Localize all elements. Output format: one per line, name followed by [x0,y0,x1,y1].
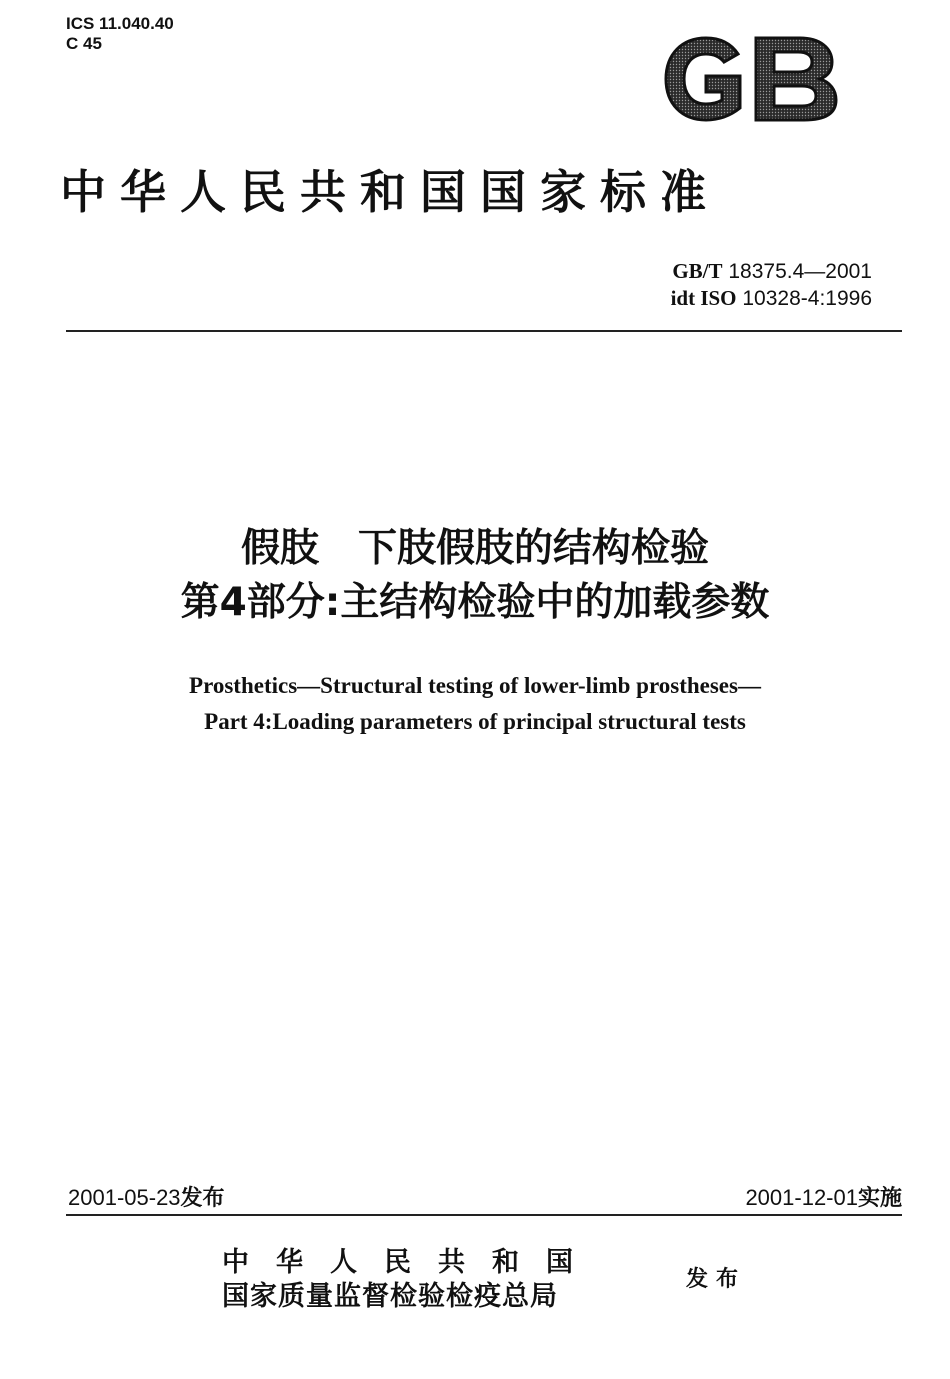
classification-codes [66,14,174,54]
national-standard-title: 中华人民共和国国家标准 [60,165,720,219]
iso-equivalent-number [671,285,872,312]
idt-label: idt ISO [670,286,737,310]
english-title-line2: Part 4:Loading parameters of principal structural tests [204,709,746,734]
publisher-line1: 中华人民共和国 [222,1247,600,1278]
implementation-date: 2001-12-01 [745,1185,858,1210]
issue-date: 2001-05-23 [68,1185,181,1210]
ics-code: ICS 11.040.40 [66,14,174,33]
gb-logo [660,30,842,128]
english-title-line1: Prosthetics—Structural testing of lower-limb prostheses— [189,673,761,698]
gb-number: 18375.4—2001 [728,260,872,283]
top-divider [66,330,902,332]
english-title [0,668,950,740]
chinese-title-line1: 假肢 下肢假肢的结构检验 [240,526,709,571]
implementation-label: 实施 [857,1185,902,1210]
publisher-action: 发布 [686,1266,747,1292]
publisher-block [222,1246,662,1314]
publisher-line2: 国家质量监督检验检疫总局 [222,1281,558,1312]
bottom-divider [66,1214,902,1216]
chinese-title [0,522,950,630]
standard-number-block [671,258,872,312]
gb-standard-number [671,258,872,285]
chinese-title-line2: 第4部分:主结构检验中的加载参数 [180,580,770,625]
issue-label: 发布 [180,1185,225,1210]
implementation-date-block [745,1184,902,1212]
issue-date-block [68,1184,225,1212]
gb-label: GB/T [672,259,723,283]
ccs-code: C 45 [66,34,102,53]
iso-number: 10328-4:1996 [742,287,872,310]
gb-logo-graphic [660,30,842,128]
